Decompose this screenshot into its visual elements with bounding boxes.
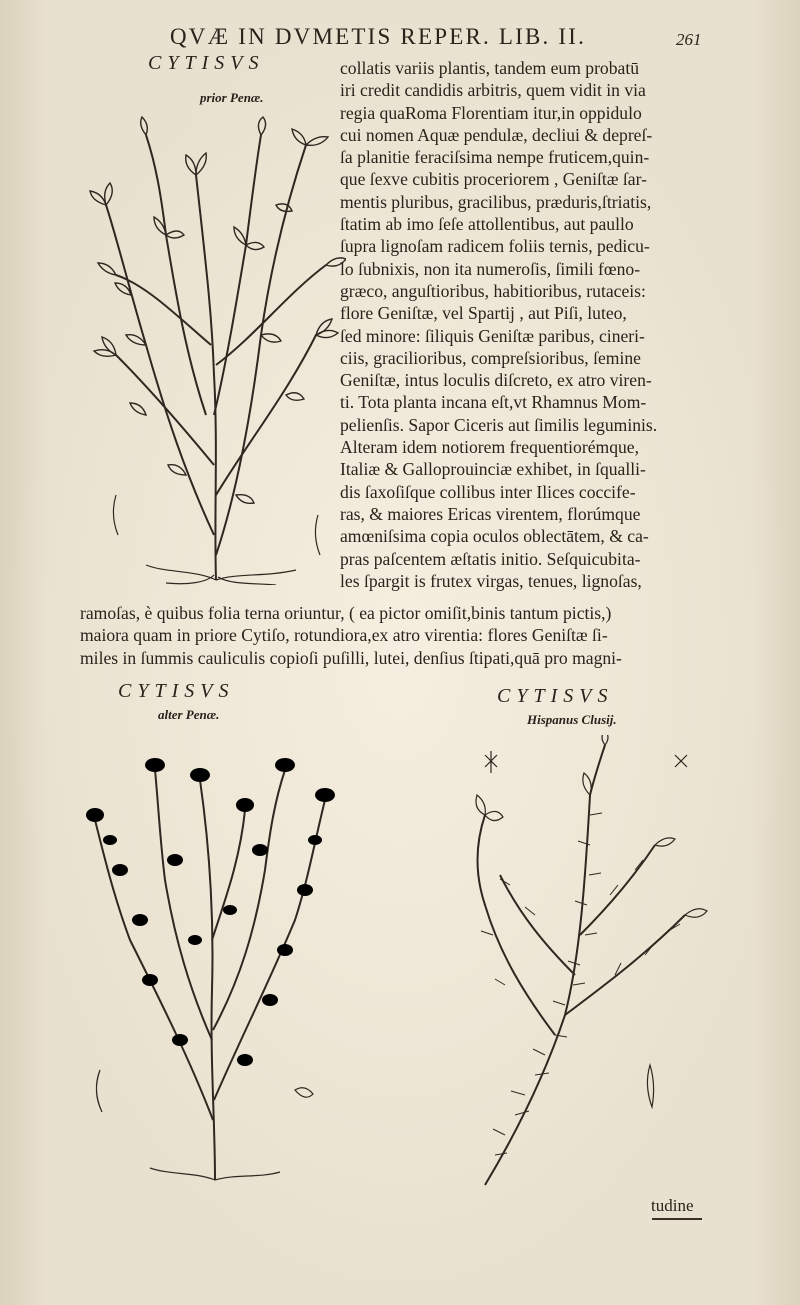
text-line: flore Geniſtæ, vel Spartij , aut Piſi, luteo, xyxy=(340,303,627,324)
page-number: 261 xyxy=(676,30,702,49)
text-line: collatis variis plantis, tandem eum probatū xyxy=(340,58,640,78)
text-line: Alteram idem notiorem frequentiorémque, xyxy=(340,437,639,458)
text-line: pras paſcentem æſtatis initio. Seſquicubita- xyxy=(340,548,641,569)
text-line: ti. Tota planta incana eſt,vt Rhamnus Mom- xyxy=(340,392,647,413)
catchword: tudine xyxy=(651,1196,694,1215)
text-line: ſa planitie feraciſsima nempe fruticem,quin- xyxy=(340,147,650,168)
figure-2-plant-illustration xyxy=(80,740,350,1190)
figure-2-title: CYTISVS xyxy=(118,680,235,702)
text-line: Italiæ & Galloprouinciæ exhibet, in ſqualli- xyxy=(340,459,646,480)
text-line: amœniſsima copia oculos oblectātem, & ca- xyxy=(340,526,649,547)
text-line: ſupra lignoſam radicem foliis ternis, pedicu- xyxy=(340,236,650,257)
figure-1-subtitle: prior Penæ. xyxy=(200,90,264,105)
text-line: ras, & maiores Ericas virentem, florúmque xyxy=(340,503,641,524)
text-line: græco, anguſtioribus, habitioribus, rutaceis: xyxy=(340,280,646,301)
text-line: ramoſas, è quibus folia terna oriuntur, ( ea pictor omiſit,binis tantum pictis,) xyxy=(80,603,612,623)
text-line: dis ſaxoſiſque collibus inter Ilices coccife- xyxy=(340,481,636,502)
text-line: mentis pluribus, gracilibus, præduris,ſtriatis, xyxy=(340,191,652,212)
text-line: pelienſis. Sapor Ciceris aut ſimilis leguminis. xyxy=(340,414,658,435)
text-line: iri credit candidis arbitris, quem vidit in via xyxy=(340,80,646,101)
figure-1-title: CYTISVS xyxy=(148,52,265,74)
text-line: ſed minore: ſiliquis Geniſtæ paribus, cineri- xyxy=(340,325,645,346)
text-line: ciis, gracilioribus, compreſsioribus, ſemine xyxy=(340,347,641,368)
catchword-underline xyxy=(652,1218,702,1220)
figure-3-title: CYTISVS xyxy=(497,685,614,707)
text-line: ſtatim ab imo ſeſe attollentibus, aut paullo xyxy=(340,214,634,235)
full-width-text xyxy=(80,602,720,669)
text-line: cui nomen Aquæ pendulæ, decliui & depreſ- xyxy=(340,124,653,145)
figure-3-plant-illustration xyxy=(445,735,715,1190)
figure-2-subtitle: alter Penæ. xyxy=(158,707,220,722)
running-head: QVÆ IN DVMETIS REPER. LIB. II. xyxy=(170,24,587,49)
text-line: miles in ſummis cauliculis copioſi puſilli, lutei, denſius ſtipati,quā pro magni- xyxy=(80,647,622,668)
text-line: maiora quam in priore Cytiſo, rotundiora,ex atro virentia: flores Geniſtæ ſi- xyxy=(80,625,608,646)
text-line: que ſexve cubitis proceriorem , Geniſtæ ſar- xyxy=(340,169,647,190)
figure-1-plant-illustration xyxy=(86,115,346,585)
text-line: les ſpargit is frutex virgas, tenues, lignoſas, xyxy=(340,570,642,591)
text-line: lo ſubnixis, non ita numeroſis, ſimili fœno- xyxy=(340,258,641,279)
figure-3-subtitle: Hispanus Clusij. xyxy=(527,712,617,727)
text-line: regia quaRoma Florentiam itur,in oppidulo xyxy=(340,102,642,123)
text-line: Geniſtæ, intus loculis diſcreto, ex atro viren- xyxy=(340,370,652,391)
main-text-column xyxy=(340,57,710,592)
